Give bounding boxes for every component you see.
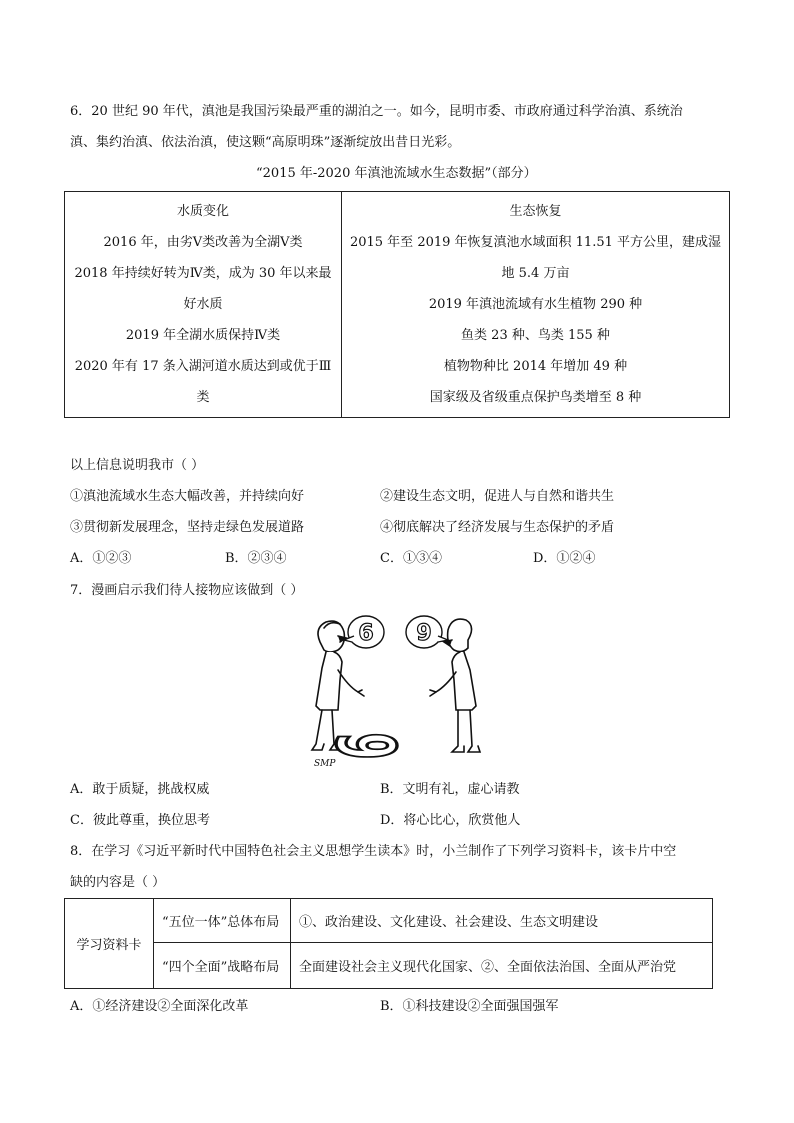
q6-table-right-cell [342,192,730,418]
q6-question: 以上信息说明我市（ ） [70,458,205,473]
q8-row1-content: ①、政治建设、文化建设、社会建设、生态文明建设 [291,899,713,943]
q6-option-a[interactable]: A．①②③ [70,551,132,566]
q6-right-line: 2019 年滇池流域有水生植物 290 种 [428,297,643,312]
q6-table-left-cell [65,192,342,418]
q8-row2-content: 全面建设社会主义现代化国家、②、全面依法治国、全面从严治党 [291,943,713,989]
q6-right-line: 鱼类 23 种、鸟类 155 种 [461,328,610,343]
q6-statement-3: ③贯彻新发展理念，坚持走绿色发展道路 [70,520,305,535]
q8-option-a[interactable]: A．①经济建设②全面深化改革 [70,999,249,1014]
q6-right-line: 2015 年至 2019 年恢复滇池水域面积 11.51 平方公里，建成湿 [349,235,722,250]
q6-left-line: 2018 年持续好转为Ⅳ类，成为 30 年以来最 [74,266,332,281]
q6-left-line: 2020 年有 17 条入湖河道水质达到或优于Ⅲ [74,359,332,374]
cartoon-illustration [300,610,500,775]
q7-stem: 7．漫画启示我们待人接物应该做到（ ） [70,583,304,598]
cartoon-signature: SMP [314,759,336,769]
q8-row1-name: “五位一体”总体布局 [154,899,291,943]
floor-digit: 6 [320,732,416,760]
q6-left-line: 2016 年，由劣Ⅴ类改善为全湖Ⅴ类 [103,235,303,250]
q6-stem-line1: 6．20 世纪 90 年代，滇池是我国污染最严重的湖泊之一。如今，昆明市委、市政府通过科学治滇、系统治 [70,104,683,119]
q6-left-header: 水质变化 [176,204,229,219]
q7-option-c[interactable]: C．彼此尊重，换位思考 [70,813,210,828]
q6-right-line: 地 5.4 万亩 [501,266,570,281]
q6-right-header: 生态恢复 [509,204,562,219]
q6-left-line: 好水质 [183,297,223,312]
q8-stem-line1: 8．在学习《习近平新时代中国特色社会主义思想学生读本》时，小兰制作了下列学习资料卡，该卡片中空 [70,844,677,859]
q6-data-table [64,191,730,418]
q6-left-line: 类 [196,390,210,405]
q6-left-line: 2019 年全湖水质保持Ⅳ类 [125,328,281,343]
q8-card-label: 学习资料卡 [65,899,154,989]
left-bubble-digit: 6 [358,621,374,646]
q7-option-d[interactable]: D．将心比心，欣赏他人 [380,813,521,828]
q7-cartoon [300,610,500,775]
q6-option-c[interactable]: C．①③④ [380,551,442,566]
q8-option-b[interactable]: B．①科技建设②全面强国强军 [380,999,559,1014]
q6-option-d[interactable]: D．①②④ [533,551,596,566]
right-bubble-digit: 9 [416,621,432,646]
q6-statement-4: ④彻底解决了经济发展与生态保护的矛盾 [380,520,615,535]
q6-option-b[interactable]: B．②③④ [225,551,287,566]
q6-right-line: 国家级及省级重点保护鸟类增至 8 种 [429,390,642,405]
q6-stem-line2: 滇、集约治滇、依法治滇，使这颗“高原明珠”逐渐绽放出昔日光彩。 [70,135,461,150]
q7-option-a[interactable]: A．敢于质疑，挑战权威 [70,782,210,797]
q6-statement-2: ②建设生态文明，促进人与自然和谐共生 [380,489,615,504]
q6-statement-1: ①滇池流域水生态大幅改善，并持续向好 [70,489,305,504]
q6-table-caption: “2015 年-2020 年滇池流域水生态数据”（部分） [256,166,537,181]
q7-option-b[interactable]: B．文明有礼，虚心请教 [380,782,520,797]
q6-right-line: 植物物种比 2014 年增加 49 种 [443,359,628,374]
q8-row2-name: “四个全面”战略布局 [154,943,291,989]
q8-study-card [64,898,713,989]
q8-stem-line2: 缺的内容是（ ） [70,875,166,890]
